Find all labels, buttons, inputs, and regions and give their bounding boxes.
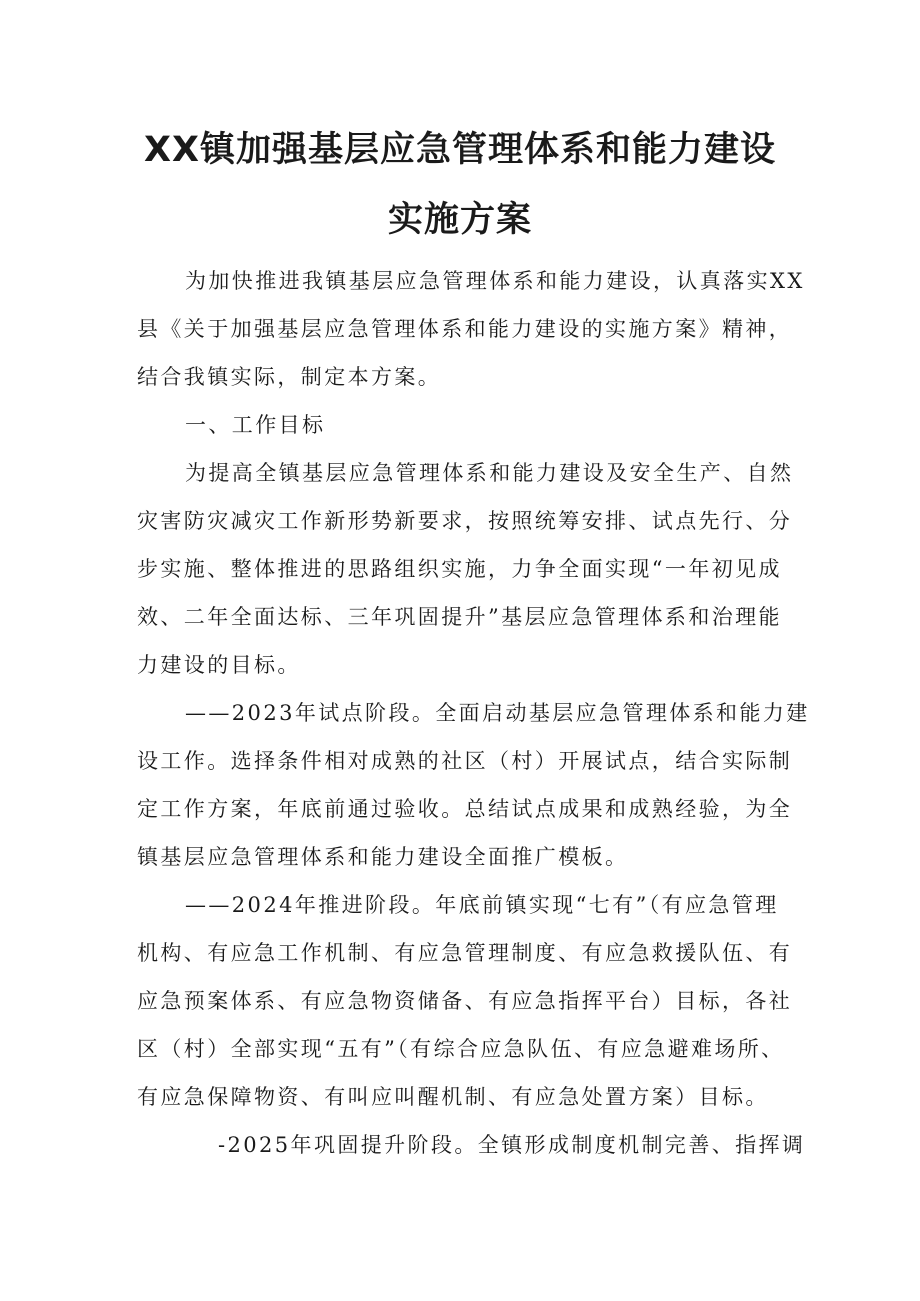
body-line: 力建设的目标。 xyxy=(137,653,301,677)
body-line: 效、二年全面达标、三年巩固提升”基层应急管理体系和治理能 xyxy=(137,605,782,629)
body-line: 结合我镇实际，制定本方案。 xyxy=(137,365,442,389)
body-line: -2025年巩固提升阶段。全镇形成制度机制完善、指挥调 xyxy=(218,1133,806,1157)
body-line: 县《关于加强基层应急管理体系和能力建设的实施方案》精神， xyxy=(137,317,793,341)
body-line: 应急预案体系、有应急物资储备、有应急指挥平台）目标，各社 xyxy=(137,989,793,1013)
body-line: ——2023年试点阶段。全面启动基层应急管理体系和能力建 xyxy=(185,701,810,725)
document-title-line-1: XX镇加强基层应急管理体系和能力建设 xyxy=(144,130,776,170)
body-line: 设工作。选择条件相对成熟的社区（村）开展试点，结合实际制 xyxy=(137,749,793,773)
body-line: 步实施、整体推进的思路组织实施，力争全面实现“一年初见成 xyxy=(137,557,782,581)
body-line: 为提高全镇基层应急管理体系和能力建设及安全生产、自然 xyxy=(185,461,794,485)
body-line: 定工作方案，年底前通过验收。总结试点成果和成熟经验，为全 xyxy=(137,797,793,821)
body-line: 区（村）全部实现“五有”（有综合应急队伍、有应急避难场所、 xyxy=(137,1037,785,1061)
body-line: 为加快推进我镇基层应急管理体系和能力建设，认真落实XX xyxy=(185,269,805,293)
document-title-line-2: 实施方案 xyxy=(387,200,532,240)
body-line: 灾害防灾减灾工作新形势新要求，按照统筹安排、试点先行、分 xyxy=(137,509,793,533)
body-line: 有应急保障物资、有叫应叫醒机制、有应急处置方案）目标。 xyxy=(137,1085,769,1109)
body-line: ——2024年推进阶段。年底前镇实现“七有”（有应急管理 xyxy=(185,893,779,917)
body-line: 镇基层应急管理体系和能力建设全面推广模板。 xyxy=(137,845,629,869)
section-heading: 一、工作目标 xyxy=(185,413,326,437)
body-line: 机构、有应急工作机制、有应急管理制度、有应急救援队伍、有 xyxy=(137,941,793,965)
